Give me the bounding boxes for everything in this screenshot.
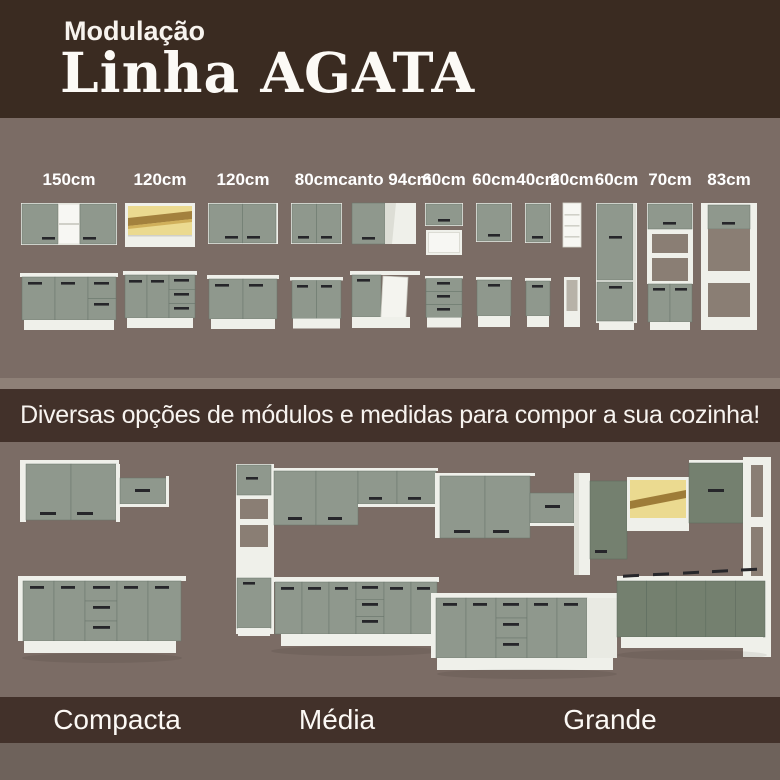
module-size-label: 80cm: [294, 170, 339, 189]
cabinet-graphic-canto-94cm: [350, 196, 420, 336]
cabinet-graphic-60cm-door: [475, 196, 513, 336]
header-band: [0, 0, 780, 118]
kitchen-label-compacta: Compacta: [53, 704, 181, 735]
kitchens-section: [0, 442, 780, 697]
module-size-label: 60cm: [422, 170, 466, 189]
module-column-150cm: [20, 168, 118, 336]
module-column-120cm-glass: [123, 168, 197, 336]
module-column-20cm-shelf: [550, 168, 594, 336]
bottom-strip: [0, 743, 780, 780]
page-title: Linha AGATA: [60, 40, 476, 105]
module-column-120cm: [207, 168, 279, 336]
cabinet-graphic-120cm-glass: [123, 196, 197, 336]
cabinet-graphic-40cm: [524, 196, 552, 336]
module-size-label: 120cm: [133, 170, 187, 189]
kitchen-compacta-illustration: [14, 446, 224, 686]
cabinet-graphic-60cm-tall: [595, 196, 638, 336]
module-size-label: 120cm: [216, 170, 270, 189]
cabinet-graphic-83cm-frame: [700, 196, 758, 336]
module-column-canto-94cm: [338, 168, 432, 336]
cabinet-graphic-60cm-flap: [424, 196, 464, 336]
kitchen-labels-band: [0, 697, 780, 743]
kitchen-grande-illustration: [427, 443, 771, 695]
module-size-label: 60cm: [594, 170, 639, 189]
module-column-70cm-tower: [646, 168, 694, 336]
modules-section: [0, 118, 780, 378]
promo-banner: [0, 389, 780, 442]
kitchen-label-media: Média: [298, 704, 376, 735]
kitchen-label-grande: Grande: [563, 704, 657, 735]
module-column-80cm: [290, 168, 343, 336]
module-column-60cm-tall: [595, 168, 638, 336]
cabinet-graphic-80cm: [290, 196, 343, 336]
module-size-label: 70cm: [648, 170, 692, 189]
cabinet-graphic-70cm-tower: [646, 196, 694, 336]
divider-strip: [0, 378, 780, 389]
header-eyebrow: Modulação: [64, 16, 206, 46]
module-size-label: 83cm: [707, 170, 751, 189]
module-size-label: 150cm: [42, 170, 96, 189]
module-size-label: 40cm: [516, 170, 560, 189]
cabinet-graphic-120cm: [207, 196, 279, 336]
module-size-label: 20cm: [550, 170, 594, 189]
promo-banner-text: Diversas opções de módulos e medidas para compor a sua cozinha!: [20, 401, 760, 429]
module-size-label: canto 94cm: [338, 170, 432, 189]
kitchen-media-illustration: [231, 446, 443, 696]
cabinet-graphic-20cm-shelf: [560, 196, 584, 336]
module-size-label: 60cm: [472, 170, 516, 189]
module-column-83cm-frame: [700, 168, 758, 336]
module-column-40cm: [516, 168, 560, 336]
module-column-60cm-door: [472, 168, 516, 336]
module-column-60cm-flap: [424, 168, 464, 336]
cabinet-graphic-150cm: [20, 196, 118, 336]
